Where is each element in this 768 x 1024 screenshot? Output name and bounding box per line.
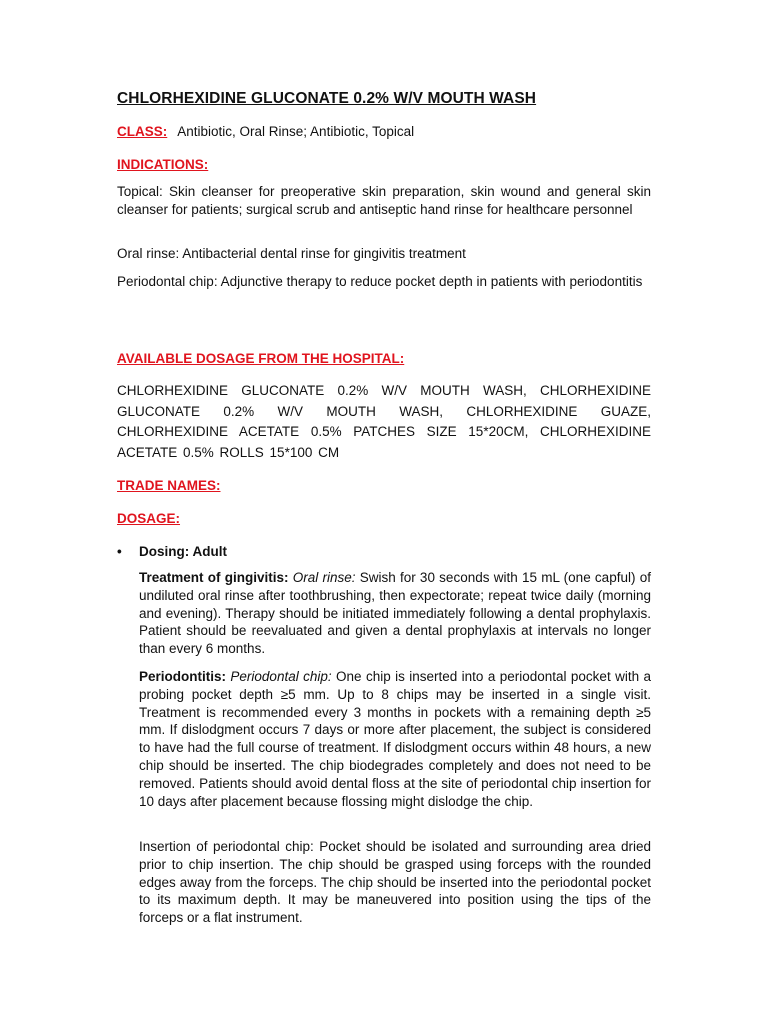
indication-topical: Topical: Skin cleanser for preoperative skin preparation, skin wound and general skin cleanser for patients; surgical scrub and antiseptic hand rinse for healthcare personnel (117, 184, 651, 217)
available-dosage-text: CHLORHEXIDINE GLUCONATE 0.2% W/V MOUTH WASH, CHLORHEXIDINE GLUCONATE 0.2% W/V MOUTH WASH, CHLORHEXIDINE GUAZE, CHLORHEXIDINE ACETATE 0.5% PATCHES SIZE 15*20CM, CHLORHEXIDINE ACETATE 0.5% ROLLS 15*100 CM (117, 383, 651, 460)
dosing-adult-label: Dosing: Adult (139, 544, 227, 559)
indication-oral-rinse: Oral rinse: Antibacterial dental rinse for gingivitis treatment (117, 246, 466, 261)
insertion-paragraph: Insertion of periodontal chip: Pocket should be isolated and surrounding area dried prior to chip insertion. The chip should be grasped using forceps with the rounded edges away from the forceps. The chip should be inserted into the periodontal pocket to its maximum depth. It may be maneuvered into position using the tips of the forceps or a flat instrument. (139, 839, 651, 926)
periodontitis-route: Periodontal chip: (230, 669, 332, 684)
gingivitis-route: Oral rinse: (292, 570, 356, 585)
periodontitis-label: Periodontitis: (139, 669, 226, 684)
indication-periodontal-chip: Periodontal chip: Adjunctive therapy to reduce pocket depth in patients with periodontitis (117, 274, 643, 289)
class-value: Antibiotic, Oral Rinse; Antibiotic, Topical (177, 124, 415, 139)
available-dosage-heading: AVAILABLE DOSAGE FROM THE HOSPITAL: (117, 351, 405, 366)
class-heading: CLASS: (117, 124, 168, 139)
gingivitis-text: Swish for 30 seconds with 15 mL (one capful) of undiluted oral rinse after toothbrushing, then expectorate; repeat twice daily (morning and evening). Therapy should be initiated immediately following a dental prophylaxis. Patient should be reevaluated and given a dental prophylaxis at intervals no longer than every 6 months. (139, 570, 651, 657)
gingivitis-label: Treatment of gingivitis: (139, 570, 289, 585)
gingivitis-paragraph (139, 569, 651, 658)
dosing-adult-item (117, 544, 227, 559)
document-title: CHLORHEXIDINE GLUCONATE 0.2% W/V MOUTH WASH (117, 90, 537, 107)
periodontitis-paragraph (139, 668, 651, 810)
dosage-heading: DOSAGE: (117, 511, 181, 526)
periodontitis-text: One chip is inserted into a periodontal pocket with a probing pocket depth ≥5 mm. Up to 8 chips may be inserted in a single visit. Treatment is recommended every 3 months in pockets with a remaining depth ≥5 mm. If dislodgment occurs 7 days or more after placement, the subject is considered to have had the full course of treatment. If dislodgment occurs within 48 hours, a new chip should be inserted. The chip biodegrades completely and does not need to be removed. Patients should avoid dental floss at the site of periodontal chip insertion for 10 days after placement because flossing might dislodge the chip. (139, 669, 651, 809)
trade-names-heading: TRADE NAMES: (117, 478, 221, 493)
bullet-icon: • (117, 544, 122, 559)
indications-heading: INDICATIONS: (117, 157, 209, 172)
class-line (117, 124, 414, 139)
